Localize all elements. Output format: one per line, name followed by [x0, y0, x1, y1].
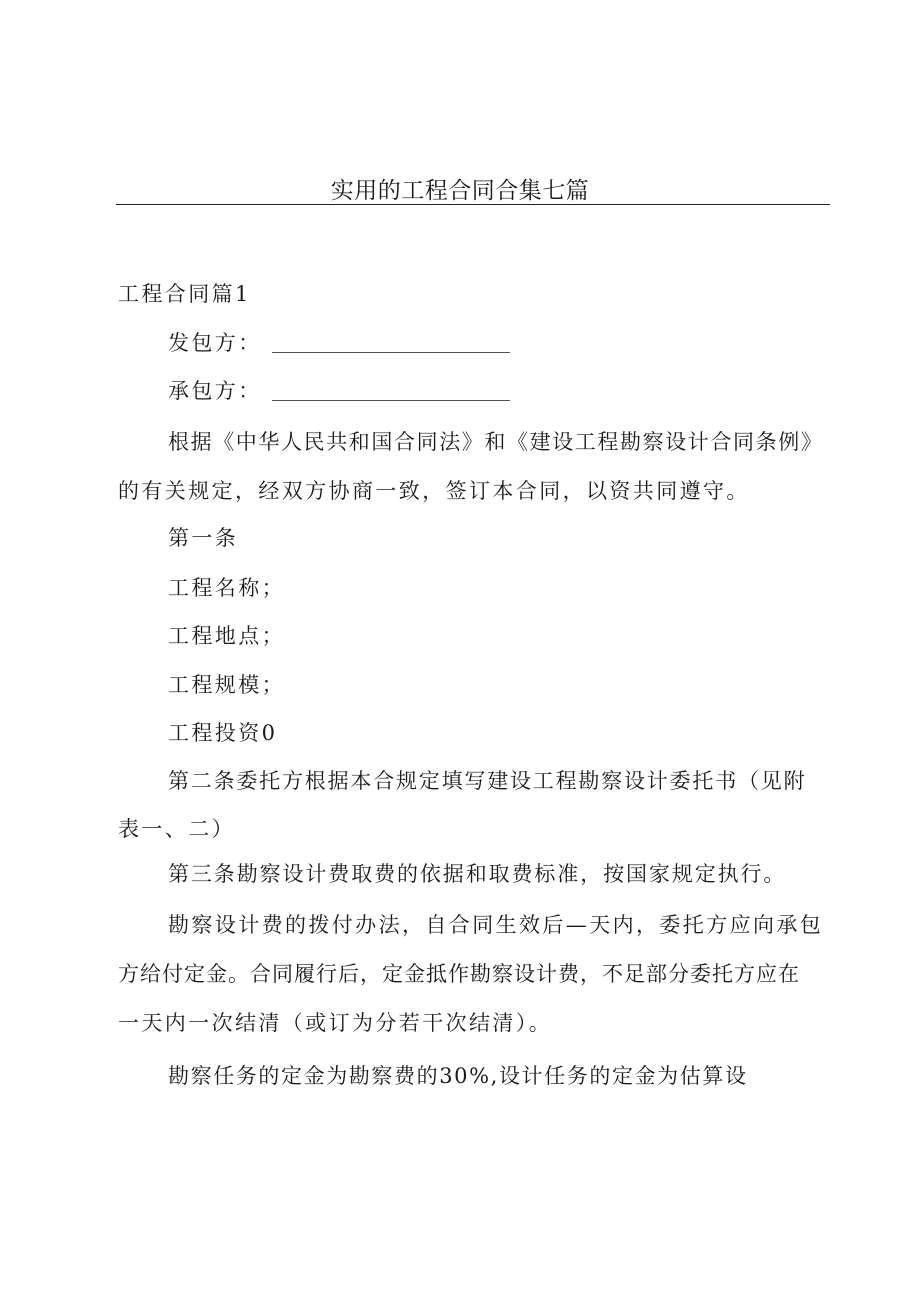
article-2-line: 表一、二）	[118, 817, 235, 841]
deposit-paragraph-line: 勘察任务的定金为勘察费的30%,设计任务的定金为估算设	[168, 1064, 748, 1088]
section-heading: 工程合同篇1	[118, 282, 251, 306]
party-b-label: 承包方：	[168, 379, 262, 403]
project-scale-field: 工程规模；	[168, 673, 285, 697]
party-b-blank	[272, 400, 510, 401]
payment-paragraph-line: 一天内一次结清（或订为分若干次结清）。	[118, 1011, 553, 1035]
article-3-line: 第三条勘察设计费取费的依据和取费标准，按国家规定执行。	[168, 862, 787, 886]
document-title: 实用的工程合同合集七篇	[330, 178, 590, 204]
project-location-field: 工程地点；	[168, 624, 285, 648]
intro-paragraph-line: 的有关规定，经双方协商一致，签订本合同，以资共同遵守。	[118, 479, 750, 503]
party-a-label: 发包方：	[168, 331, 262, 355]
project-investment-field: 工程投资0	[168, 721, 278, 745]
title-underline	[116, 204, 830, 205]
intro-paragraph-line: 根据《中华人民共和国合同法》和《建设工程勘察设计合同条例》	[168, 430, 824, 454]
party-a-blank	[272, 352, 510, 353]
article-1-heading: 第一条	[168, 526, 239, 550]
payment-paragraph-line: 勘察设计费的拨付办法，自合同生效后—天内，委托方应向承包	[168, 913, 824, 937]
article-2-line: 第二条委托方根据本合规定填写建设工程勘察设计委托书（见附	[168, 769, 807, 793]
payment-paragraph-line: 方给付定金。合同履行后，定金抵作勘察设计费，不足部分委托方应在	[118, 962, 800, 986]
project-name-field: 工程名称；	[168, 576, 285, 600]
